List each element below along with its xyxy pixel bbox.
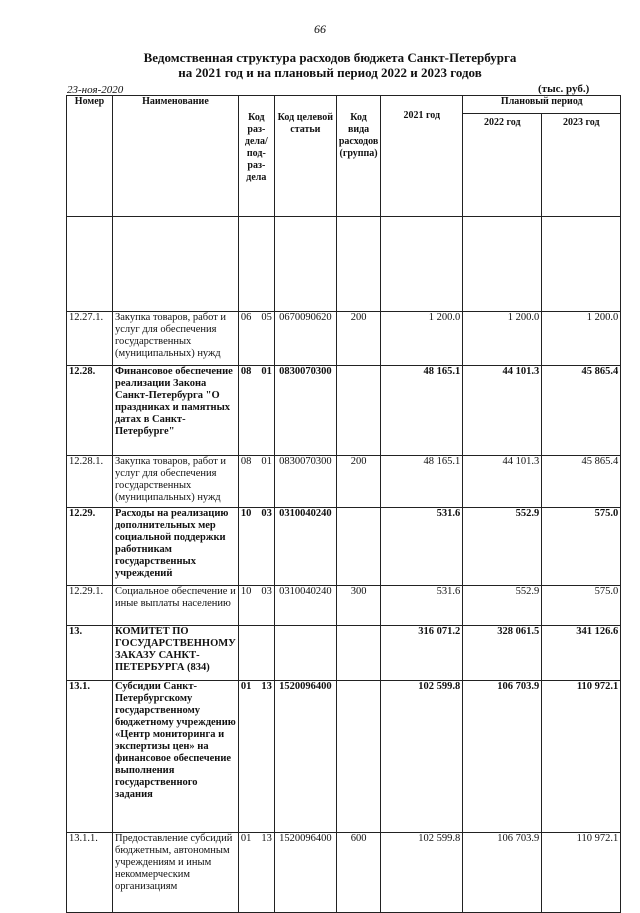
header-expense-type: Код вида расходов (группа) [336, 96, 380, 217]
razdel-code: 08 [240, 456, 252, 467]
row-type [336, 508, 380, 586]
title-line-1: Ведомственная структура расходов бюджета Санкт-Петербурга [143, 50, 517, 65]
podrazdel-code: 03 [261, 508, 272, 519]
header-number: Номер [67, 96, 113, 217]
row-2022: 106 703.9 [463, 681, 542, 833]
units-label: (тыс. руб.) [538, 83, 590, 95]
row-2023: 45 865.4 [542, 366, 621, 456]
document-date: 23-ноя-2020 [67, 84, 124, 96]
razdel-code: 10 [240, 508, 252, 519]
row-section [238, 586, 274, 626]
row-number: 12.28. [67, 366, 113, 456]
document-title [60, 50, 600, 80]
podrazdel-code: 03 [261, 586, 272, 597]
row-target: 0310040240 [274, 508, 336, 586]
row-section [238, 312, 274, 366]
row-name: Субсидии Санкт-Петербургскому государственному бюджетному учреждению «Центр мониторинга и экспертизы цен» на финансовое обеспечение выполнения государственного задания [113, 681, 239, 833]
row-target: 0830070300 [274, 456, 336, 508]
row-type: 300 [336, 586, 380, 626]
row-number: 12.27.1. [67, 312, 113, 366]
row-name: Расходы на реализацию дополнительных мер социальной поддержки работникам государственных учреждений [113, 508, 239, 586]
header-target-code: Код целевой статьи [274, 96, 336, 217]
row-name: Предоставление субсидий бюджетным, автономным учреждениям и иным некоммерческим организациям [113, 833, 239, 913]
razdel-code: 01 [240, 681, 252, 692]
header-2023: 2023 год [542, 114, 621, 217]
row-target: 1520096400 [274, 681, 336, 833]
table-row [67, 626, 621, 681]
spacer-cell [542, 217, 621, 312]
header-plan-period: Плановый период [463, 96, 621, 114]
spacer-cell [67, 217, 113, 312]
row-2022: 328 061.5 [463, 626, 542, 681]
row-target [274, 626, 336, 681]
row-2021: 102 599.8 [381, 681, 463, 833]
row-2023: 45 865.4 [542, 456, 621, 508]
spacer-cell [381, 217, 463, 312]
spacer-cell [274, 217, 336, 312]
row-2022: 44 101.3 [463, 366, 542, 456]
row-2021: 102 599.8 [381, 833, 463, 913]
row-2021: 1 200.0 [381, 312, 463, 366]
podrazdel-code: 05 [261, 312, 272, 323]
row-number: 12.29.1. [67, 586, 113, 626]
row-section [238, 456, 274, 508]
row-number: 12.29. [67, 508, 113, 586]
spacer-cell [113, 217, 239, 312]
row-2022: 44 101.3 [463, 456, 542, 508]
row-name: Финансовое обеспечение реализации Закона Санкт-Петербурга "О праздниках и памятных датах в Санкт-Петербурге" [113, 366, 239, 456]
header-2021: 2021 год [381, 96, 463, 217]
table-row [67, 833, 621, 913]
row-target: 0310040240 [274, 586, 336, 626]
razdel-code: 08 [240, 366, 252, 377]
row-2023: 575.0 [542, 508, 621, 586]
row-2021: 531.6 [381, 586, 463, 626]
row-name: КОМИТЕТ ПО ГОСУДАРСТВЕННОМУ ЗАКАЗУ САНКТ-ПЕТЕРБУРГА (834) [113, 626, 239, 681]
page-number: 66 [314, 22, 326, 36]
row-section [238, 626, 274, 681]
row-section [238, 366, 274, 456]
row-type: 200 [336, 312, 380, 366]
spacer-cell [336, 217, 380, 312]
row-2023: 1 200.0 [542, 312, 621, 366]
spacer-cell [463, 217, 542, 312]
header-section-code: Код раз-дела/ под-раз-дела [238, 96, 274, 217]
budget-table [66, 95, 621, 913]
razdel-code: 01 [240, 833, 252, 844]
row-2023: 575.0 [542, 586, 621, 626]
title-line-2: на 2021 год и на плановый период 2022 и 2023 годов [178, 65, 482, 80]
table-row [67, 681, 621, 833]
table-row [67, 508, 621, 586]
row-section [238, 833, 274, 913]
podrazdel-code: 13 [261, 833, 272, 844]
row-2021: 531.6 [381, 508, 463, 586]
row-target: 1520096400 [274, 833, 336, 913]
row-2021: 316 071.2 [381, 626, 463, 681]
row-number: 13.1. [67, 681, 113, 833]
row-number: 12.28.1. [67, 456, 113, 508]
row-section [238, 508, 274, 586]
razdel-code: 10 [240, 586, 252, 597]
row-2021: 48 165.1 [381, 456, 463, 508]
podrazdel-code: 01 [261, 366, 272, 377]
header-name: Наименование [113, 96, 239, 217]
header-2022: 2022 год [463, 114, 542, 217]
table-body [67, 312, 621, 913]
table-row [67, 312, 621, 366]
row-name: Закупка товаров, работ и услуг для обеспечения государственных (муниципальных) нужд [113, 456, 239, 508]
row-2023: 110 972.1 [542, 681, 621, 833]
row-2022: 106 703.9 [463, 833, 542, 913]
row-section [238, 681, 274, 833]
row-2021: 48 165.1 [381, 366, 463, 456]
row-number: 13. [67, 626, 113, 681]
row-name: Закупка товаров, работ и услуг для обеспечения государственных (муниципальных) нужд [113, 312, 239, 366]
table-row [67, 366, 621, 456]
row-number: 13.1.1. [67, 833, 113, 913]
spacer-cell [238, 217, 274, 312]
row-target: 0830070300 [274, 366, 336, 456]
row-2022: 552.9 [463, 586, 542, 626]
row-2022: 552.9 [463, 508, 542, 586]
row-type: 600 [336, 833, 380, 913]
row-2022: 1 200.0 [463, 312, 542, 366]
table-row [67, 456, 621, 508]
podrazdel-code: 13 [261, 681, 272, 692]
row-type [336, 681, 380, 833]
row-name: Социальное обеспечение и иные выплаты населению [113, 586, 239, 626]
podrazdel-code: 01 [261, 456, 272, 467]
row-target: 0670090620 [274, 312, 336, 366]
row-type [336, 366, 380, 456]
table-row [67, 586, 621, 626]
row-2023: 110 972.1 [542, 833, 621, 913]
razdel-code: 06 [240, 312, 252, 323]
row-type: 200 [336, 456, 380, 508]
row-type [336, 626, 380, 681]
row-2023: 341 126.6 [542, 626, 621, 681]
